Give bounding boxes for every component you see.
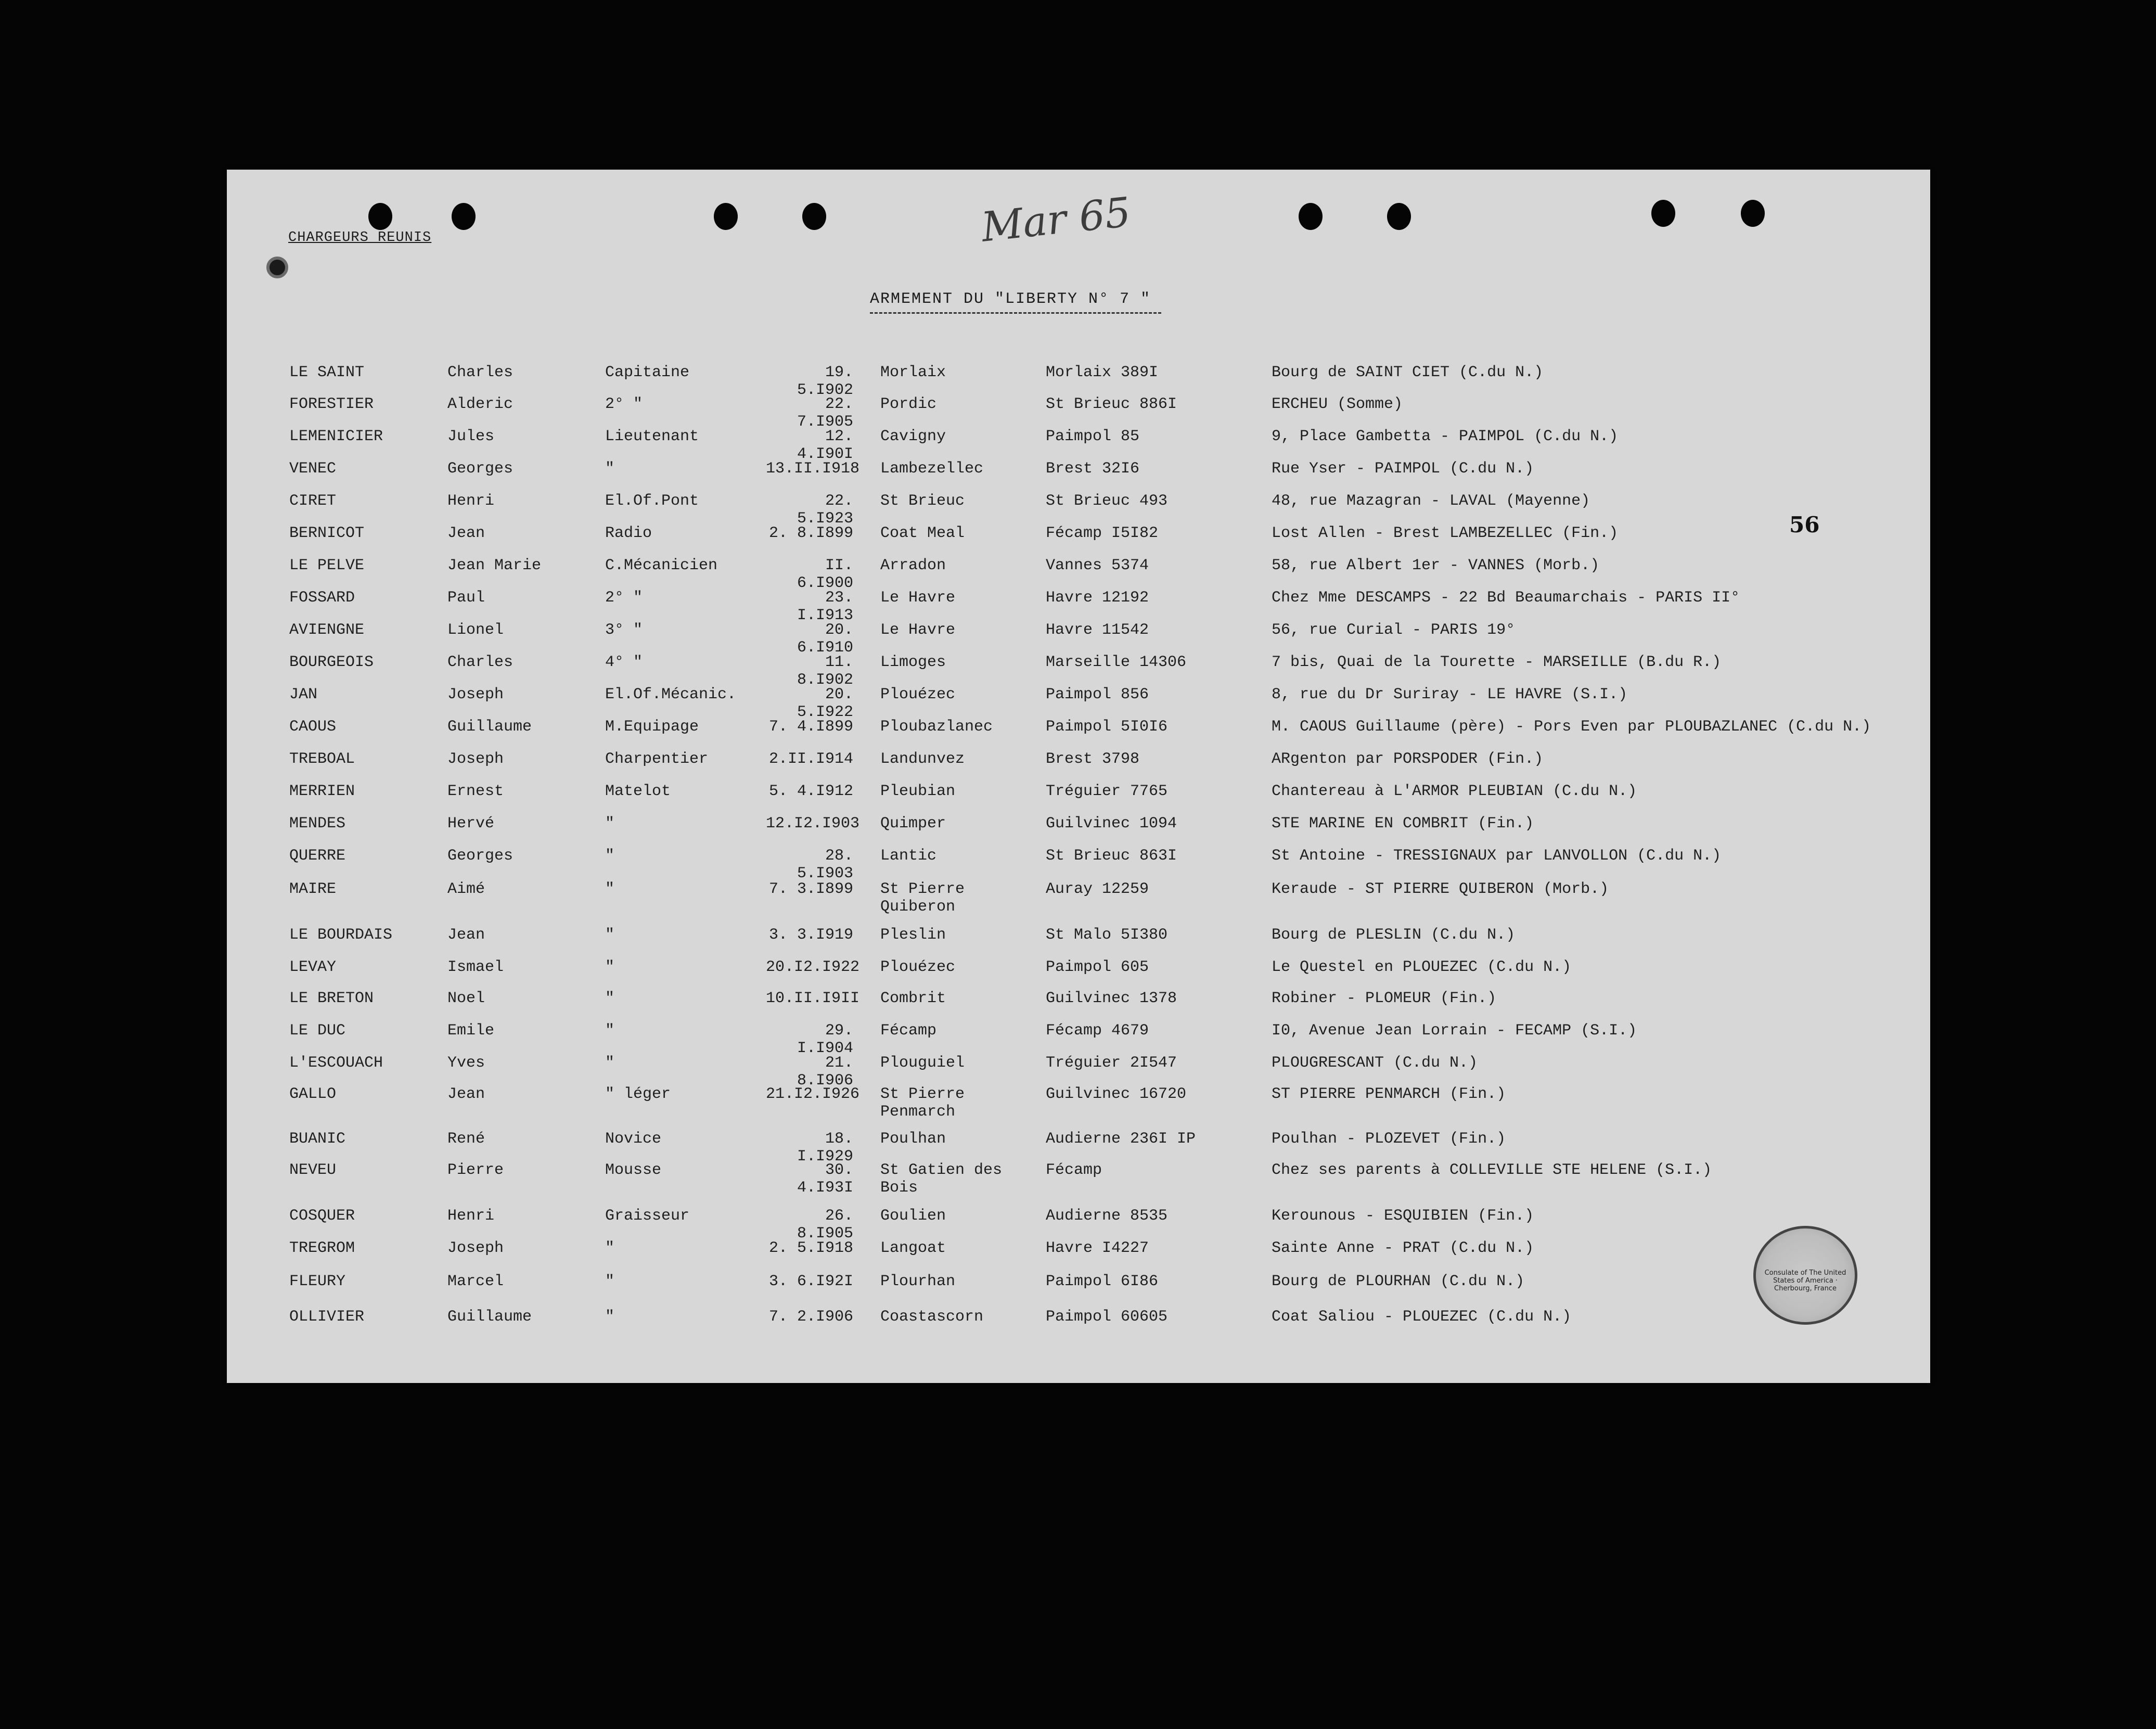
crew-address: Rue Yser - PAIMPOL (C.du N.)	[1272, 460, 1534, 478]
seal-text: Consulate of The United States of America · Cherbourg, France	[1764, 1269, 1846, 1292]
crew-first-name: Joseph	[447, 750, 504, 768]
consulate-seal-icon	[1753, 1226, 1857, 1325]
crew-surname: COSQUER	[289, 1207, 355, 1225]
crew-first-name: Charles	[447, 364, 514, 381]
crew-first-name: Charles	[447, 654, 514, 671]
crew-registration: Marseille 14306	[1046, 654, 1187, 671]
crew-row	[227, 1085, 1930, 1132]
punch-hole	[714, 203, 738, 230]
crew-surname: MENDES	[289, 815, 346, 833]
crew-registration: Audierne 236I IP	[1046, 1130, 1196, 1148]
crew-registration: Havre 12192	[1046, 589, 1149, 607]
crew-birth-place: Lantic	[880, 847, 937, 865]
crew-birth-date: 20.I2.I922	[766, 958, 860, 976]
punch-hole	[1387, 203, 1411, 230]
crew-surname: MAIRE	[289, 880, 337, 898]
crew-address: 48, rue Mazagran - LAVAL (Mayenne)	[1272, 492, 1590, 510]
crew-rank: Novice	[605, 1130, 662, 1148]
crew-birth-place: Limoges	[880, 654, 946, 671]
crew-birth-place: Pleubian	[880, 783, 956, 800]
crew-registration: Brest 3798	[1046, 750, 1140, 768]
crew-birth-place: St Gatien des Bois	[880, 1161, 1003, 1197]
crew-registration: Paimpol 856	[1046, 686, 1149, 703]
crew-surname: MERRIEN	[289, 783, 355, 800]
crew-surname: LE BOURDAIS	[289, 926, 393, 944]
crew-registration: Tréguier 7765	[1046, 783, 1168, 800]
crew-rank: Radio	[605, 524, 652, 542]
crew-rank: "	[605, 1239, 615, 1257]
crew-birth-date: 19. 5.I902	[797, 364, 853, 399]
crew-address: Chez Mme DESCAMPS - 22 Bd Beaumarchais - PARIS II°	[1272, 589, 1740, 607]
crew-registration: Brest 32I6	[1046, 460, 1140, 478]
crew-surname: QUERRE	[289, 847, 346, 865]
crew-birth-place: Le Havre	[880, 621, 956, 639]
crew-surname: L'ESCOUACH	[289, 1054, 383, 1072]
crew-surname: OLLIVIER	[289, 1308, 365, 1326]
crew-registration: Paimpol 85	[1046, 428, 1140, 445]
crew-first-name: Aimé	[447, 880, 485, 898]
crew-first-name: Yves	[447, 1054, 485, 1072]
crew-rank: C.Mécanicien	[605, 557, 718, 574]
crew-first-name: Pierre	[447, 1161, 504, 1179]
punch-hole	[802, 203, 826, 230]
crew-address: 9, Place Gambetta - PAIMPOL (C.du N.)	[1272, 428, 1619, 445]
crew-rank: Charpentier	[605, 750, 709, 768]
crew-birth-place: Lambezellec	[880, 460, 984, 478]
crew-rank: Lieutenant	[605, 428, 699, 445]
crew-first-name: Paul	[447, 589, 485, 607]
crew-rank: "	[605, 847, 615, 865]
crew-address: Bourg de PLOURHAN (C.du N.)	[1272, 1273, 1525, 1290]
crew-surname: TREGROM	[289, 1239, 355, 1257]
crew-birth-date: 7. 3.I899	[768, 880, 853, 898]
crew-address: Coat Saliou - PLOUEZEC (C.du N.)	[1272, 1308, 1572, 1326]
crew-first-name: Guillaume	[447, 718, 532, 736]
crew-surname: AVIENGNE	[289, 621, 365, 639]
crew-first-name: Jean	[447, 926, 485, 944]
crew-first-name: Guillaume	[447, 1308, 532, 1326]
crew-surname: VENEC	[289, 460, 337, 478]
crew-address: Le Questel en PLOUEZEC (C.du N.)	[1272, 958, 1572, 976]
crew-registration: Tréguier 2I547	[1046, 1054, 1177, 1072]
crew-address: Chez ses parents à COLLEVILLE STE HELENE (S.I.)	[1272, 1161, 1712, 1179]
crew-first-name: Lionel	[447, 621, 504, 639]
crew-registration: Havre I4227	[1046, 1239, 1149, 1257]
crew-birth-place: Coat Meal	[880, 524, 965, 542]
crew-birth-place: Langoat	[880, 1239, 946, 1257]
crew-rank: "	[605, 1273, 615, 1290]
crew-birth-date: 20. 5.I922	[797, 686, 853, 721]
crew-surname: FLEURY	[289, 1273, 346, 1290]
crew-rank: 2° "	[605, 589, 643, 607]
crew-registration: Guilvinec 1378	[1046, 990, 1177, 1007]
crew-first-name: Joseph	[447, 1239, 504, 1257]
crew-address: Keraude - ST PIERRE QUIBERON (Morb.)	[1272, 880, 1609, 898]
crew-first-name: Ernest	[447, 783, 504, 800]
crew-address: ERCHEU (Somme)	[1272, 395, 1403, 413]
crew-birth-place: Plouézec	[880, 686, 956, 703]
handwritten-note: Mar 65	[979, 189, 1133, 251]
crew-rank: "	[605, 990, 615, 1007]
crew-rank: "	[605, 460, 615, 478]
crew-birth-date: 12. 4.I90I	[797, 428, 853, 463]
crew-rank: Matelot	[605, 783, 671, 800]
crew-rank: El.Of.Mécanic.	[605, 686, 737, 703]
crew-birth-date: 12.I2.I903	[766, 815, 860, 833]
crew-first-name: Ismael	[447, 958, 504, 976]
crew-registration: Paimpol 605	[1046, 958, 1149, 976]
crew-first-name: Jean	[447, 524, 485, 542]
crew-address: Bourg de SAINT CIET (C.du N.)	[1272, 364, 1544, 381]
crew-address: PLOUGRESCANT (C.du N.)	[1272, 1054, 1478, 1072]
crew-first-name: René	[447, 1130, 485, 1148]
crew-birth-date: 29. I.I904	[797, 1022, 853, 1057]
crew-address: Lost Allen - Brest LAMBEZELLEC (Fin.)	[1272, 524, 1619, 542]
binder-ring-icon	[266, 257, 288, 278]
crew-rank: "	[605, 926, 615, 944]
punch-hole	[368, 203, 392, 230]
crew-birth-place: Morlaix	[880, 364, 946, 381]
crew-registration: Paimpol 6I86	[1046, 1273, 1159, 1290]
crew-surname: LE SAINT	[289, 364, 365, 381]
crew-address: 7 bis, Quai de la Tourette - MARSEILLE (B.du R.)	[1272, 654, 1722, 671]
crew-address: Sainte Anne - PRAT (C.du N.)	[1272, 1239, 1534, 1257]
crew-birth-place: Cavigny	[880, 428, 946, 445]
crew-rank: Capitaine	[605, 364, 690, 381]
crew-rank: "	[605, 1054, 615, 1072]
crew-surname: BOURGEOIS	[289, 654, 374, 671]
crew-registration: Fécamp 4679	[1046, 1022, 1149, 1040]
crew-address: I0, Avenue Jean Lorrain - FECAMP (S.I.)	[1272, 1022, 1637, 1040]
crew-rank: "	[605, 958, 615, 976]
crew-birth-date: 2.II.I914	[768, 750, 853, 768]
crew-surname: NEVEU	[289, 1161, 337, 1179]
crew-first-name: Alderic	[447, 395, 514, 413]
crew-birth-date: 10.II.I9II	[766, 990, 860, 1007]
crew-registration: Auray 12259	[1046, 880, 1149, 898]
crew-address: Robiner - PLOMEUR (Fin.)	[1272, 990, 1497, 1007]
crew-birth-place: Combrit	[880, 990, 946, 1007]
crew-first-name: Georges	[447, 460, 514, 478]
crew-surname: FOSSARD	[289, 589, 355, 607]
crew-registration: Morlaix 389I	[1046, 364, 1159, 381]
crew-rank: Mousse	[605, 1161, 662, 1179]
page-number: 56	[1789, 512, 1820, 537]
crew-registration: St Brieuc 493	[1046, 492, 1168, 510]
crew-birth-place: Quimper	[880, 815, 946, 833]
crew-address: Bourg de PLESLIN (C.du N.)	[1272, 926, 1516, 944]
crew-address: Kerounous - ESQUIBIEN (Fin.)	[1272, 1207, 1534, 1225]
crew-first-name: Marcel	[447, 1273, 504, 1290]
crew-birth-date: 2. 8.I899	[768, 524, 853, 542]
crew-registration: Paimpol 60605	[1046, 1308, 1168, 1326]
crew-rank: M.Equipage	[605, 718, 699, 736]
crew-surname: BERNICOT	[289, 524, 365, 542]
crew-first-name: Hervé	[447, 815, 495, 833]
crew-birth-place: Ploubazlanec	[880, 718, 993, 736]
crew-birth-place: Goulien	[880, 1207, 946, 1225]
crew-birth-date: 26. 8.I905	[797, 1207, 853, 1243]
crew-birth-date: 21. 8.I906	[797, 1054, 853, 1090]
crew-registration: Havre 11542	[1046, 621, 1149, 639]
crew-row	[227, 1308, 1930, 1355]
crew-surname: TREBOAL	[289, 750, 355, 768]
crew-surname: LEMENICIER	[289, 428, 383, 445]
crew-birth-date: 2. 5.I918	[768, 1239, 853, 1257]
crew-birth-place: Pleslin	[880, 926, 946, 944]
crew-birth-date: 23. I.I913	[797, 589, 853, 624]
punch-hole	[1741, 200, 1765, 227]
crew-registration: St Brieuc 863I	[1046, 847, 1177, 865]
crew-birth-date: II. 6.I900	[797, 557, 853, 592]
crew-birth-date: 22. 7.I905	[797, 395, 853, 431]
crew-rank: "	[605, 1022, 615, 1040]
crew-rank: Graisseur	[605, 1207, 690, 1225]
crew-row	[227, 1161, 1930, 1208]
crew-first-name: Jules	[447, 428, 495, 445]
crew-birth-place: St Brieuc	[880, 492, 965, 510]
crew-birth-date: 11. 8.I902	[797, 654, 853, 689]
crew-first-name: Henri	[447, 492, 495, 510]
crew-birth-date: 22. 5.I923	[797, 492, 853, 528]
crew-surname: LE BRETON	[289, 990, 374, 1007]
crew-birth-date: 18. I.I929	[797, 1130, 853, 1166]
crew-birth-place: Plouguiel	[880, 1054, 965, 1072]
crew-rank: "	[605, 880, 615, 898]
crew-birth-place: Poulhan	[880, 1130, 946, 1148]
crew-surname: FORESTIER	[289, 395, 374, 413]
crew-birth-place: Plourhan	[880, 1273, 956, 1290]
crew-first-name: Emile	[447, 1022, 495, 1040]
crew-address: M. CAOUS Guillaume (père) - Pors Even par PLOUBAZLANEC (C.du N.)	[1272, 718, 1871, 736]
crew-row	[227, 880, 1930, 927]
crew-birth-date: 13.II.I918	[766, 460, 860, 478]
crew-address: Chantereau à L'ARMOR PLEUBIAN (C.du N.)	[1272, 783, 1637, 800]
crew-birth-date: 20. 6.I910	[797, 621, 853, 657]
crew-rank: 3° "	[605, 621, 643, 639]
crew-birth-date: 5. 4.I912	[768, 783, 853, 800]
punch-hole	[1299, 203, 1323, 230]
crew-birth-place: Fécamp	[880, 1022, 937, 1040]
crew-first-name: Henri	[447, 1207, 495, 1225]
crew-birth-date: 30. 4.I93I	[797, 1161, 853, 1197]
crew-first-name: Jean	[447, 1085, 485, 1103]
crew-address: St Antoine - TRESSIGNAUX par LANVOLLON (C.du N.)	[1272, 847, 1722, 865]
crew-address: 56, rue Curial - PARIS 19°	[1272, 621, 1516, 639]
crew-surname: CAOUS	[289, 718, 337, 736]
crew-address: ARgenton par PORSPODER (Fin.)	[1272, 750, 1544, 768]
document-sheet	[227, 170, 1930, 1383]
document-title: ARMEMENT DU "LIBERTY N° 7 "	[870, 290, 1161, 314]
crew-birth-date: 3. 6.I92I	[768, 1273, 853, 1290]
crew-birth-date: 21.I2.I926	[766, 1085, 860, 1103]
crew-address: STE MARINE EN COMBRIT (Fin.)	[1272, 815, 1534, 833]
crew-first-name: Georges	[447, 847, 514, 865]
crew-birth-place: St Pierre Quiberon	[880, 880, 965, 916]
crew-rank: " léger	[605, 1085, 671, 1103]
crew-registration: Guilvinec 1094	[1046, 815, 1177, 833]
crew-surname: LE DUC	[289, 1022, 346, 1040]
crew-first-name: Jean Marie	[447, 557, 542, 574]
crew-birth-place: St Pierre Penmarch	[880, 1085, 965, 1121]
crew-registration: Guilvinec 16720	[1046, 1085, 1187, 1103]
punch-hole	[1651, 200, 1675, 227]
crew-surname: LE PELVE	[289, 557, 365, 574]
crew-rank: "	[605, 815, 615, 833]
crew-birth-place: Arradon	[880, 557, 946, 574]
crew-address: 8, rue du Dr Suriray - LE HAVRE (S.I.)	[1272, 686, 1628, 703]
company-name: CHARGEURS REUNIS	[288, 230, 432, 246]
crew-surname: JAN	[289, 686, 318, 703]
crew-birth-date: 7. 4.I899	[768, 718, 853, 736]
crew-registration: Fécamp I5I82	[1046, 524, 1159, 542]
crew-rank: El.Of.Pont	[605, 492, 699, 510]
crew-birth-place: Coastascorn	[880, 1308, 984, 1326]
crew-surname: CIRET	[289, 492, 337, 510]
crew-first-name: Joseph	[447, 686, 504, 703]
crew-registration: Vannes 5374	[1046, 557, 1149, 574]
crew-registration: St Brieuc 886I	[1046, 395, 1177, 413]
crew-birth-place: Landunvez	[880, 750, 965, 768]
crew-rank: "	[605, 1308, 615, 1326]
crew-birth-date: 3. 3.I919	[768, 926, 853, 944]
crew-address: ST PIERRE PENMARCH (Fin.)	[1272, 1085, 1506, 1103]
crew-address: Poulhan - PLOZEVET (Fin.)	[1272, 1130, 1506, 1148]
crew-birth-place: Le Havre	[880, 589, 956, 607]
crew-birth-place: Pordic	[880, 395, 937, 413]
crew-registration: Paimpol 5I0I6	[1046, 718, 1168, 736]
crew-address: 58, rue Albert 1er - VANNES (Morb.)	[1272, 557, 1600, 574]
crew-birth-date: 7. 2.I906	[768, 1308, 853, 1326]
crew-first-name: Noel	[447, 990, 485, 1007]
crew-registration: Audierne 8535	[1046, 1207, 1168, 1225]
crew-registration: St Malo 5I380	[1046, 926, 1168, 944]
crew-surname: LEVAY	[289, 958, 337, 976]
crew-registration: Fécamp	[1046, 1161, 1102, 1179]
crew-birth-date: 28. 5.I903	[797, 847, 853, 882]
crew-surname: GALLO	[289, 1085, 337, 1103]
crew-rank: 4° "	[605, 654, 643, 671]
crew-surname: BUANIC	[289, 1130, 346, 1148]
crew-rank: 2° "	[605, 395, 643, 413]
punch-hole	[452, 203, 476, 230]
crew-birth-place: Plouézec	[880, 958, 956, 976]
